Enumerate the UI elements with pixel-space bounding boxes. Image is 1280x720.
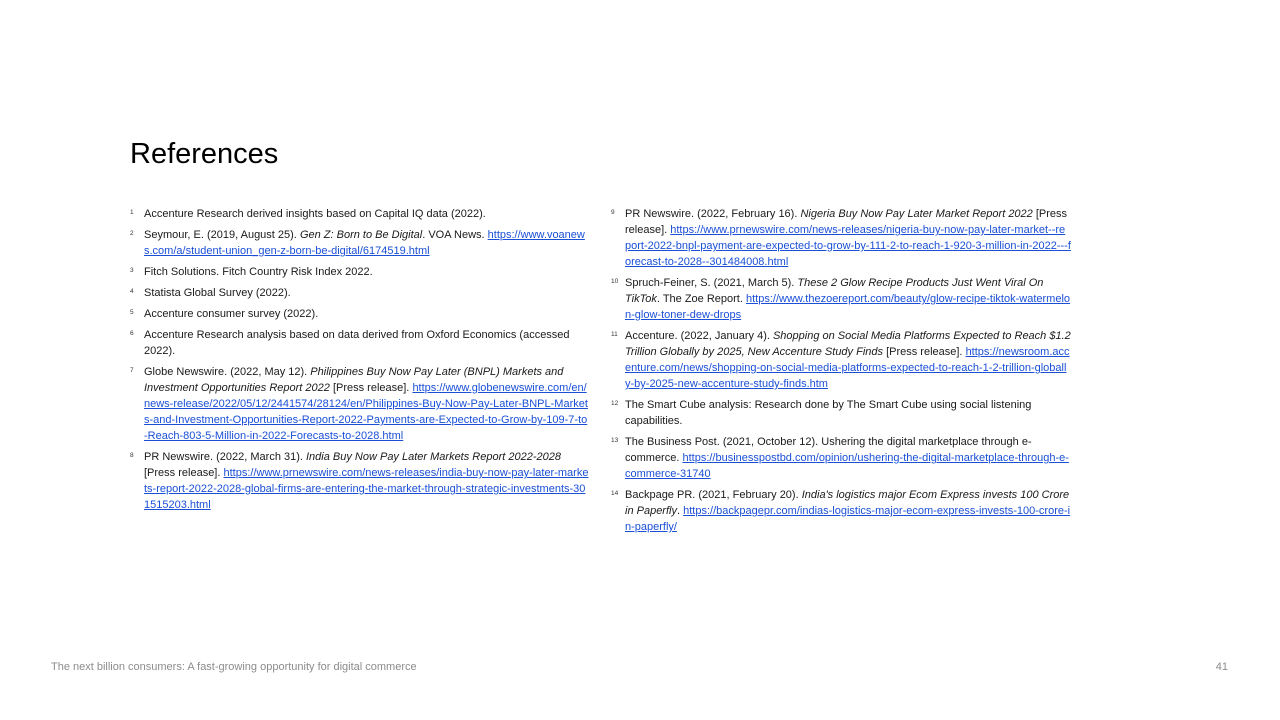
reference-work-title: These 2 Glow Recipe Products Just Went Viral On TikTok <box>625 277 1044 305</box>
reference-item <box>611 328 1071 392</box>
footnote-number: 11 <box>611 331 618 338</box>
footnote-number: 7 <box>130 367 134 374</box>
reference-text: Accenture Research derived insights based on Capital IQ data (2022). <box>144 208 486 220</box>
reference-text: Globe Newswire. (2022, May 12). <box>144 366 311 378</box>
reference-item <box>130 364 590 444</box>
footnote-number: 1 <box>130 209 134 216</box>
reference-text: Backpage PR. (2021, February 20). <box>625 489 802 501</box>
reference-text-suffix: [Press release]. <box>144 467 224 479</box>
reference-item <box>611 275 1071 323</box>
reference-text: Seymour, E. (2019, August 25). <box>144 229 300 241</box>
reference-item <box>611 487 1071 535</box>
footnote-number: 9 <box>611 209 615 216</box>
reference-text-suffix: . VOA News. <box>422 229 488 241</box>
reference-work-title: Nigeria Buy Now Pay Later Market Report 2022 <box>800 208 1033 220</box>
references-right-column <box>611 206 1071 540</box>
reference-item <box>130 306 590 322</box>
reference-item <box>130 206 590 222</box>
footer-document-title: The next billion consumers: A fast-growing opportunity for digital commerce <box>51 661 417 673</box>
reference-text-suffix: [Press release]. <box>883 346 966 358</box>
reference-text: Accenture. (2022, January 4). <box>625 330 773 342</box>
reference-work-title: India's logistics major Ecom Express invests 100 Crore in Paperfly <box>625 489 1070 517</box>
page-title: References <box>130 138 279 170</box>
reference-link[interactable]: https://www.globenewswire.com/en/news-release/2022/05/12/2441574/28124/en/Philippines-Buy-Now-Pay-Later-BNPL-Markets-and-Investment-Opportunities-Report-2022-Payments-are-Expected-to-Grow-by-109-7-to-Reach-803-5-Million-in-2022-Forecasts-to-2028.html <box>144 382 588 442</box>
reference-item <box>130 327 590 359</box>
reference-text: The Business Post. (2021, October 12). Ushering the digital marketplace through e-commerce. <box>625 436 1032 464</box>
reference-work-title: Shopping on Social Media Platforms Expected to Reach $1.2 Trillion Globally by 2025, New Accenture Study Finds <box>625 330 1071 358</box>
reference-item <box>611 206 1071 270</box>
footnote-number: 2 <box>130 230 134 237</box>
footnote-number: 4 <box>130 288 134 295</box>
reference-link[interactable]: https://www.prnewswire.com/news-releases/nigeria-buy-now-pay-later-market--report-2022-bnpl-payment-are-expected-to-grow-by-111-2-to-reach-1-920-3-million-in-2022---forecast-to-2028--301484008.html <box>625 224 1071 268</box>
reference-item <box>130 449 590 513</box>
reference-work-title: Philippines Buy Now Pay Later (BNPL) Markets and Investment Opportunities Report 2022 <box>144 366 564 394</box>
reference-item <box>130 285 590 301</box>
reference-text: PR Newswire. (2022, February 16). <box>625 208 801 220</box>
reference-link[interactable]: https://www.voanews.com/a/student-union_gen-z-born-be-digital/6174519.html <box>144 229 585 257</box>
reference-text: Spruch-Feiner, S. (2021, March 5). <box>625 277 798 289</box>
footnote-number: 6 <box>130 330 134 337</box>
reference-item <box>611 397 1071 429</box>
page-number: 41 <box>1215 661 1228 673</box>
reference-text: PR Newswire. (2022, March 31). <box>144 451 306 463</box>
reference-work-title: India Buy Now Pay Later Markets Report 2022-2028 <box>306 451 561 463</box>
reference-link[interactable]: https://businesspostbd.com/opinion/ushering-the-digital-marketplace-through-e-commerce-31740 <box>625 452 1069 480</box>
reference-text-suffix: . <box>676 505 684 517</box>
reference-text-suffix: [Press release]. <box>329 382 413 394</box>
reference-work-title: Gen Z: Born to Be Digital <box>299 229 423 241</box>
footnote-number: 8 <box>130 452 134 459</box>
footnote-number: 3 <box>130 267 134 274</box>
reference-text-suffix: . The Zoe Report. <box>656 293 746 305</box>
reference-text-suffix: [Press release]. <box>625 208 1068 236</box>
reference-text: The Smart Cube analysis: Research done by The Smart Cube using social listening capabilities. <box>625 399 1032 427</box>
reference-item <box>130 227 590 259</box>
reference-link[interactable]: https://www.thezoereport.com/beauty/glow-recipe-tiktok-watermelon-glow-toner-dew-drops <box>625 293 1071 321</box>
reference-text: Accenture consumer survey (2022). <box>144 308 319 320</box>
reference-item <box>611 434 1071 482</box>
footnote-number: 13 <box>611 437 619 444</box>
reference-text: Accenture Research analysis based on data derived from Oxford Economics (accessed 2022). <box>144 329 570 357</box>
reference-link[interactable]: https://www.prnewswire.com/news-releases/india-buy-now-pay-later-markets-report-2022-2028-global-firms-are-entering-the-market-through-strategic-investments-301515203.html <box>144 467 589 511</box>
references-left-column <box>130 206 590 518</box>
footnote-number: 14 <box>611 490 619 497</box>
footnote-number: 10 <box>611 278 619 285</box>
reference-text: Fitch Solutions. Fitch Country Risk Index 2022. <box>144 266 373 278</box>
reference-text: Statista Global Survey (2022). <box>144 287 291 299</box>
reference-link[interactable]: https://newsroom.accenture.com/news/shopping-on-social-media-platforms-expected-to-reach-1-2-trillion-globally-by-2025-new-accenture-study-finds.htm <box>625 346 1070 390</box>
reference-link[interactable]: https://backpagepr.com/indias-logistics-major-ecom-express-invests-100-crore-in-paperfly/ <box>625 505 1071 533</box>
footnote-number: 12 <box>611 400 619 407</box>
reference-item <box>130 264 590 280</box>
footnote-number: 5 <box>130 309 134 316</box>
